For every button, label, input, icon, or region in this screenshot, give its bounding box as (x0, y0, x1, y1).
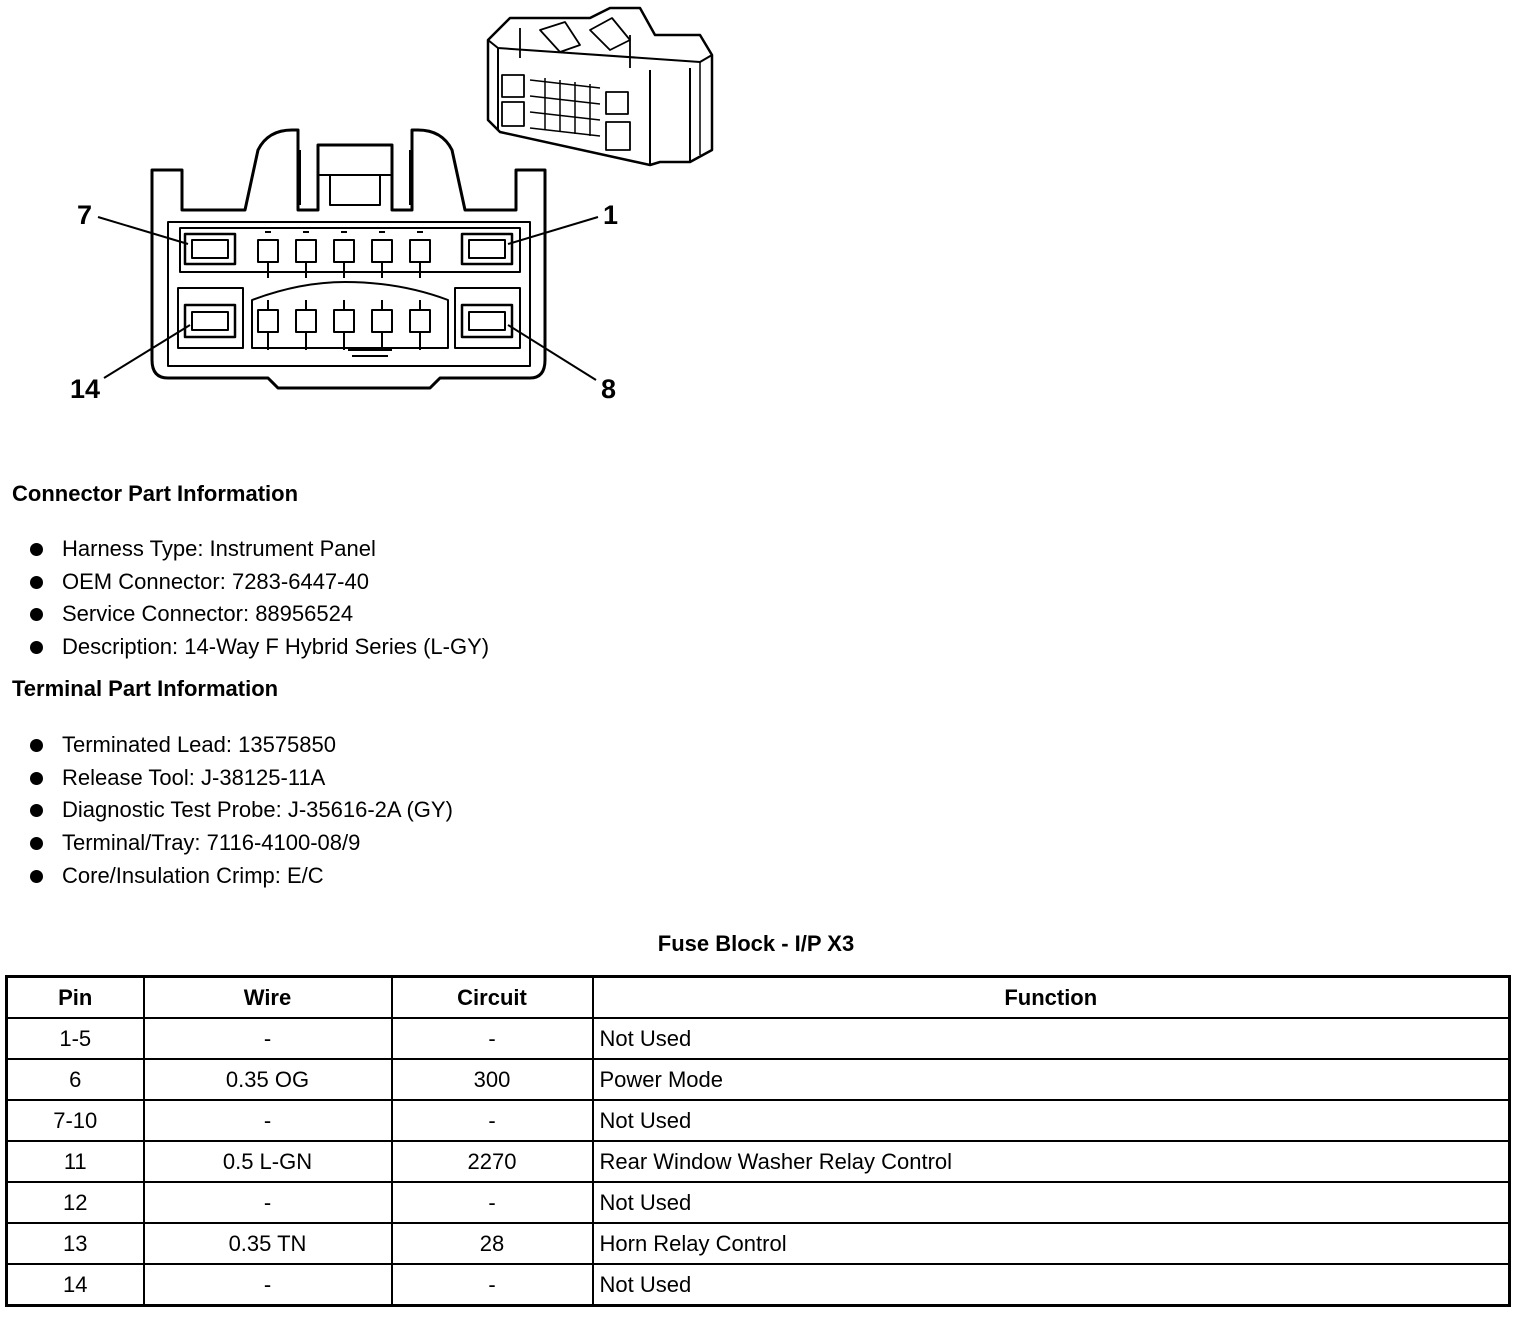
circuit-cell: - (392, 1264, 593, 1306)
column-header-function: Function (593, 977, 1510, 1019)
table-row (7, 1141, 1510, 1182)
list-item: OEM Connector: 7283-6447-40 (28, 571, 489, 604)
table-row (7, 1264, 1510, 1306)
list-item: Release Tool: J-38125-11A (28, 767, 453, 800)
bullet-icon (30, 576, 43, 589)
pin-label-7: 7 (77, 200, 93, 230)
connector-face-drawing (0, 0, 740, 420)
function-cell: Rear Window Washer Relay Control (593, 1141, 1510, 1182)
wire-cell: 0.5 L-GN (144, 1141, 392, 1182)
wire-cell: - (144, 1018, 392, 1059)
list-item: Service Connector: 88956524 (28, 603, 489, 636)
table-title: Fuse Block - I/P X3 (657, 931, 855, 956)
terminal-info-list (28, 734, 453, 897)
wire-cell: - (144, 1264, 392, 1306)
terminal-info-heading: Terminal Part Information (12, 676, 279, 701)
bullet-icon (30, 837, 43, 850)
list-item: Core/Insulation Crimp: E/C (28, 865, 453, 898)
function-cell: Not Used (593, 1100, 1510, 1141)
pin-cell: 7-10 (7, 1100, 144, 1141)
pin-cell: 6 (7, 1059, 144, 1100)
pin-cell: 14 (7, 1264, 144, 1306)
bullet-icon (30, 543, 43, 556)
circuit-cell: - (392, 1182, 593, 1223)
bullet-icon (30, 739, 43, 752)
wire-cell: 0.35 OG (144, 1059, 392, 1100)
circuit-cell: 2270 (392, 1141, 593, 1182)
connector-info-heading: Connector Part Information (12, 481, 299, 506)
connector-diagram (0, 0, 740, 420)
column-header-circuit: Circuit (392, 977, 593, 1019)
function-cell: Not Used (593, 1018, 1510, 1059)
list-item: Terminal/Tray: 7116-4100-08/9 (28, 832, 453, 865)
table-row (7, 1100, 1510, 1141)
circuit-cell: 300 (392, 1059, 593, 1100)
bullet-icon (30, 608, 43, 621)
table-row (7, 1223, 1510, 1264)
table-header-row (7, 977, 1510, 1019)
table-row (7, 1059, 1510, 1100)
pin-cell: 13 (7, 1223, 144, 1264)
table-row (7, 1018, 1510, 1059)
table-row (7, 1182, 1510, 1223)
pin-label-14: 14 (70, 374, 101, 404)
bullet-icon (30, 804, 43, 817)
pin-table (5, 975, 1511, 1307)
connector-info-list (28, 538, 489, 669)
column-header-wire: Wire (144, 977, 392, 1019)
function-cell: Not Used (593, 1264, 1510, 1306)
bullet-icon (30, 641, 43, 654)
function-cell: Power Mode (593, 1059, 1510, 1100)
list-item: Diagnostic Test Probe: J-35616-2A (GY) (28, 799, 453, 832)
pin-cell: 11 (7, 1141, 144, 1182)
list-item: Description: 14-Way F Hybrid Series (L-GY) (28, 636, 489, 669)
pin-cell: 12 (7, 1182, 144, 1223)
pin-label-1: 1 (603, 200, 619, 230)
circuit-cell: - (392, 1100, 593, 1141)
bullet-icon (30, 772, 43, 785)
column-header-pin: Pin (7, 977, 144, 1019)
circuit-cell: - (392, 1018, 593, 1059)
circuit-cell: 28 (392, 1223, 593, 1264)
wire-cell: - (144, 1182, 392, 1223)
function-cell: Horn Relay Control (593, 1223, 1510, 1264)
pin-label-8: 8 (601, 374, 617, 404)
function-cell: Not Used (593, 1182, 1510, 1223)
wire-cell: - (144, 1100, 392, 1141)
wire-cell: 0.35 TN (144, 1223, 392, 1264)
list-item: Harness Type: Instrument Panel (28, 538, 489, 571)
pin-cell: 1-5 (7, 1018, 144, 1059)
bullet-icon (30, 870, 43, 883)
list-item: Terminated Lead: 13575850 (28, 734, 453, 767)
